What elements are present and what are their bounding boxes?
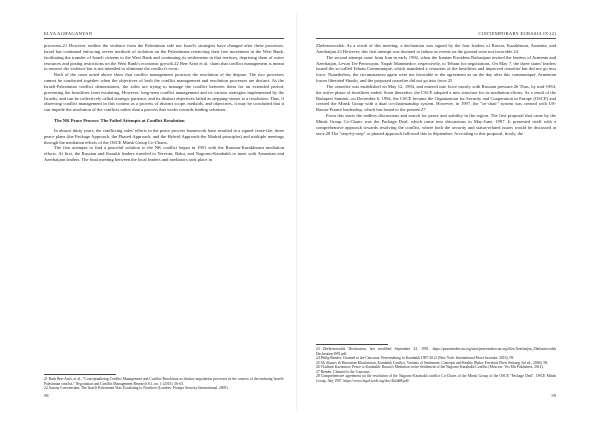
footnote: 26 Vladimir Kazimirov, Peace to Karabakh: Russia's Mediation in the Settlement of the Nagorno-Karabakh Conflict (Moscow: Ves Mir Publishers, 2014). xyxy=(316,365,544,369)
body-paragraph: processes.21 However, neither the violence from the Palestinian side nor Israel's strategies have changed after these processes. Israel has continued enforcing severe methods of isolation on the Palestinians restricting their free movement in the West Bank, facilitating the transfer of Israeli citizens to the West Bank and continuing its settlements in that territory, depriving them of water resources and posing restrictions on the West Bank's economic growth.22 Ben-Artzi et al. claim that conflict management is meant to remove the violence but is not intended to eliminate the conflict's roots. xyxy=(44,43,284,72)
footnote-rule xyxy=(316,344,388,345)
footnote: 28 Comprehensive agreement on the resolution of the Nagorno-Karabakh conflict Co-Chairs of the Minsk Group of the OSCE "Package Deal", OSCE Minsk Group, July 1997, https://www.legal-tools.org/doc/4b2dd8/pdf/. xyxy=(316,374,556,383)
page-number-right: 59 xyxy=(551,393,556,398)
journal-running-title: CONTEMPORARY EURASIA IX (2) xyxy=(478,31,556,36)
page-gutter xyxy=(296,14,297,410)
footnote: 21 Ruth Ben-Artzi, et al., "Conceptualizing Conflict Management and Conflict Resolution as distinct negotiation processes in the context of the enduring Israeli-Palestinian conflict," Negotiation and Conflict Management Research 8.1, no. 1 (2015): 56-63. xyxy=(44,377,284,386)
left-page-body xyxy=(44,43,284,163)
body-paragraph: The ceasefire was established on May 12, 1994, and entered into force mostly with Russian pressure.26 Thus, by mid-1994, the active phase of hostilities ended. Soon thereafter, the CSCE adopted a new structure for its mediation efforts. As a result of the Budapest Summit, on December 6, 1994, the CSCE became the Organization for Security and Cooperation in Europe (OSCE) and created the Minsk Group with a dual co-chairmanship system. However, in 1997, the "tri-chair" system was created with US-Russia-France leadership, which has lasted to the present.27 xyxy=(316,83,556,113)
footnote: 24 Philip Remler, Chained to the Caucasus: Peacemaking in Karabakh 1987-2012 (New York: International Peace Institute, 2016), 99. xyxy=(316,356,515,360)
body-paragraph: Both of the cases noted above show that conflict management protracts the resolution of the dispute. The two processes cannot be conducted together when the objectives of both the conflict management and resolution processes are distinct. As the Israeli-Palestinian conflict demonstrates, the sides are trying to manage the conflict between them for an extended period, preventing the hostilities from escalating. However, long-term conflict management and its various strategies implemented by the Israelis, and can be collectively called strategic patience, and its distinct objectives failed as stepping-stones to a resolution. Thus, if observing conflict management in this context as a process of distinct scope, methods, and objectives, it may be concluded that it can impede the resolution of the conflicts rather than a process that works towards finding solutions. xyxy=(44,72,284,113)
left-footnotes xyxy=(44,374,284,391)
author-running-title: ELYA AGHAGANYAN xyxy=(44,31,93,36)
right-page-body xyxy=(316,43,556,137)
body-paragraph: In almost thirty years, the conflicting sides' efforts in the peace process framework have resulted in a signed cease-fire, three peace plans (the Package Approach, the Phased Approach, and the Hybrid Approach-the Madrid principles) and multiple meetings through the mediation efforts of the OSCE Minsk Group Co-Chairs. xyxy=(44,127,284,145)
left-page xyxy=(44,0,284,424)
right-footnotes xyxy=(316,344,556,383)
body-paragraph: From this starts the endless discussions and search for peace and stability in the region. The first proposal that came by the Minsk Group Co-Chairs was the Package Deal, which came into discussions in May-June, 1997. It presented itself with a comprehensive approach towards resolving the conflict, where both the security and status-related issues would be discussed at once.28 The "step-by-step" or phased approach followed this in September. According to this proposal, firstly, the xyxy=(316,113,556,136)
footnote: 23 Zheleznovodsk Declaration, last modified September 23, 1991. https://peacemaker.un.org/sites/peacemaker.un.org/files/Azerbaijan_Zheleznovodsk Declaration1991.pdf. xyxy=(316,347,556,356)
body-paragraph: The first attempts to find a peaceful solution to the NK conflict began in 1991 with the Russian-Kazakhstani mediation efforts. At first, the Russian and Kazakh leaders traveled to Yerevan, Baku, and Nagorno-Karabakh to meet with Armenian and Azerbaijani leaders. The final meeting between the local leaders and mediators took place in xyxy=(44,145,284,163)
footnote: 27 Remler, Chained to the Caucasus. xyxy=(316,369,371,374)
section-heading: The NK Peace Process: The Failed Attempts at Conflict Resolution xyxy=(54,118,185,124)
body-paragraph: The second attempt came from Iran in early 1992, when the Iranian President Rafsanjani invited the leaders of Armenia and Azerbaijan, Levon Ter-Petrossyan, Yaqub Mammedov, respectively, to Tehran for negotiations. On May 7, the three states' leaders issued the so-called Tehran Communiqué, which mandated a cessation of the hostilities and improved ceasefire but did not go into force. Nonetheless, the circumstances again were not favorable to the agreement as on the day after this communiqué, Armenian forces liberated Shushi, and the proposed ceasefire did not go into force.25 xyxy=(316,54,556,84)
body-paragraph: Zheleznovodsk. As a result of this meeting, a declaration was signed by the four leaders of Russia, Kazakhstan, Armenia, and Azerbaijan.23 However, this first attempt was doomed to failure as events on the ground were not favorable.24 xyxy=(316,43,556,54)
footnote-rule xyxy=(44,374,116,375)
right-page xyxy=(316,0,556,424)
footnote: 22 Antony Loewenstein, The Israeli-Palestinian War: Escalating to Nowhere (Londres: Praeger Security International, 2005). xyxy=(44,386,229,390)
page-number-left: 58 xyxy=(44,393,49,398)
running-head-left xyxy=(44,31,284,39)
footnote: 25 Ali Abasov & Haroutiun Khachatrian, Karabakh Conflict: Variants of Settlement. Concepts and Reality (Baku: Friedrich Ebert Stiftung 3rd ed., 2006), 98. xyxy=(316,360,549,365)
running-head-right xyxy=(316,31,556,39)
